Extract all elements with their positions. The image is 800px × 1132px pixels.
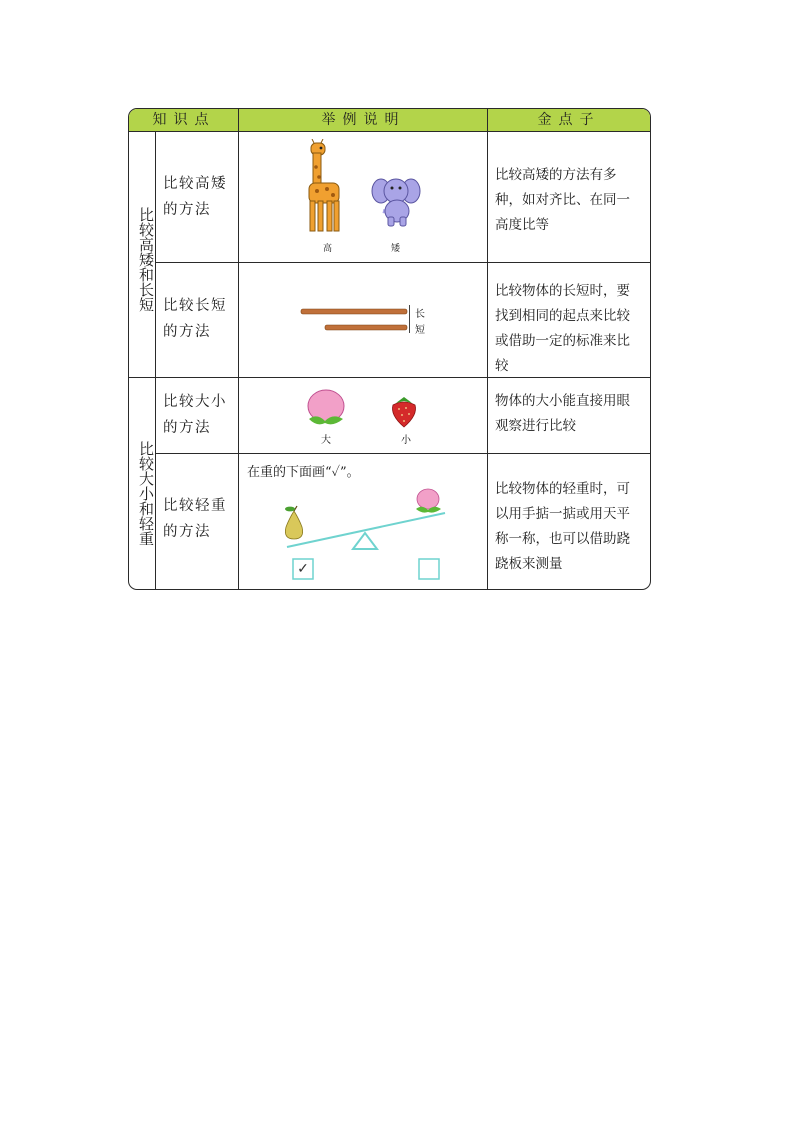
method-size: 比较大小的方法 — [163, 394, 227, 436]
label-short-length: 短 — [415, 325, 425, 336]
long-stick-icon — [299, 305, 411, 335]
method-length: 比较长短的方法 — [163, 298, 227, 340]
tip-length: 比较物体的长短时，要找到相同的起点来比较或借助一定的标准来比较 — [495, 283, 630, 374]
header-golden-tip: 金点子 — [537, 112, 601, 128]
topic-height-length: 比较高矮和长短 — [137, 206, 155, 312]
grid-line — [155, 453, 650, 454]
grid-line — [238, 109, 239, 589]
method-height: 比较高矮的方法 — [163, 176, 227, 218]
label-tall: 高 — [323, 244, 333, 254]
knowledge-table — [128, 108, 651, 590]
label-short: 矮 — [391, 244, 401, 254]
label-long: 长 — [415, 309, 425, 320]
header-example: 举例说明 — [321, 112, 406, 128]
label-big: 大 — [321, 435, 331, 446]
giraffe-icon — [299, 139, 351, 239]
tip-size: 物体的大小能直接用眼观察进行比较 — [495, 393, 630, 434]
strawberry-icon — [387, 393, 421, 429]
tip-height: 比较高矮的方法有多种，如对齐比、在同一高度比等 — [495, 167, 630, 233]
grid-line — [155, 131, 156, 589]
alignment-mark — [409, 305, 410, 333]
table-header — [129, 109, 650, 132]
header-knowledge-point: 知识点 — [152, 112, 216, 128]
method-weight: 比较轻重的方法 — [163, 498, 227, 540]
tip-weight: 比较物体的轻重时，可以用手掂一掂或用天平称一称，也可以借助跷跷板来测量 — [495, 481, 630, 572]
grid-line — [155, 262, 650, 263]
check-mark: ✓ — [297, 561, 309, 577]
topic-size-weight: 比较大小和轻重 — [137, 440, 155, 546]
grid-line — [487, 109, 488, 589]
peach-small-icon — [413, 487, 443, 515]
peach-icon — [303, 387, 349, 431]
label-small: 小 — [401, 435, 411, 446]
elephant-icon — [371, 173, 421, 227]
weight-instruction: 在重的下面画“✓”。 — [247, 465, 360, 480]
pear-icon — [281, 505, 307, 541]
